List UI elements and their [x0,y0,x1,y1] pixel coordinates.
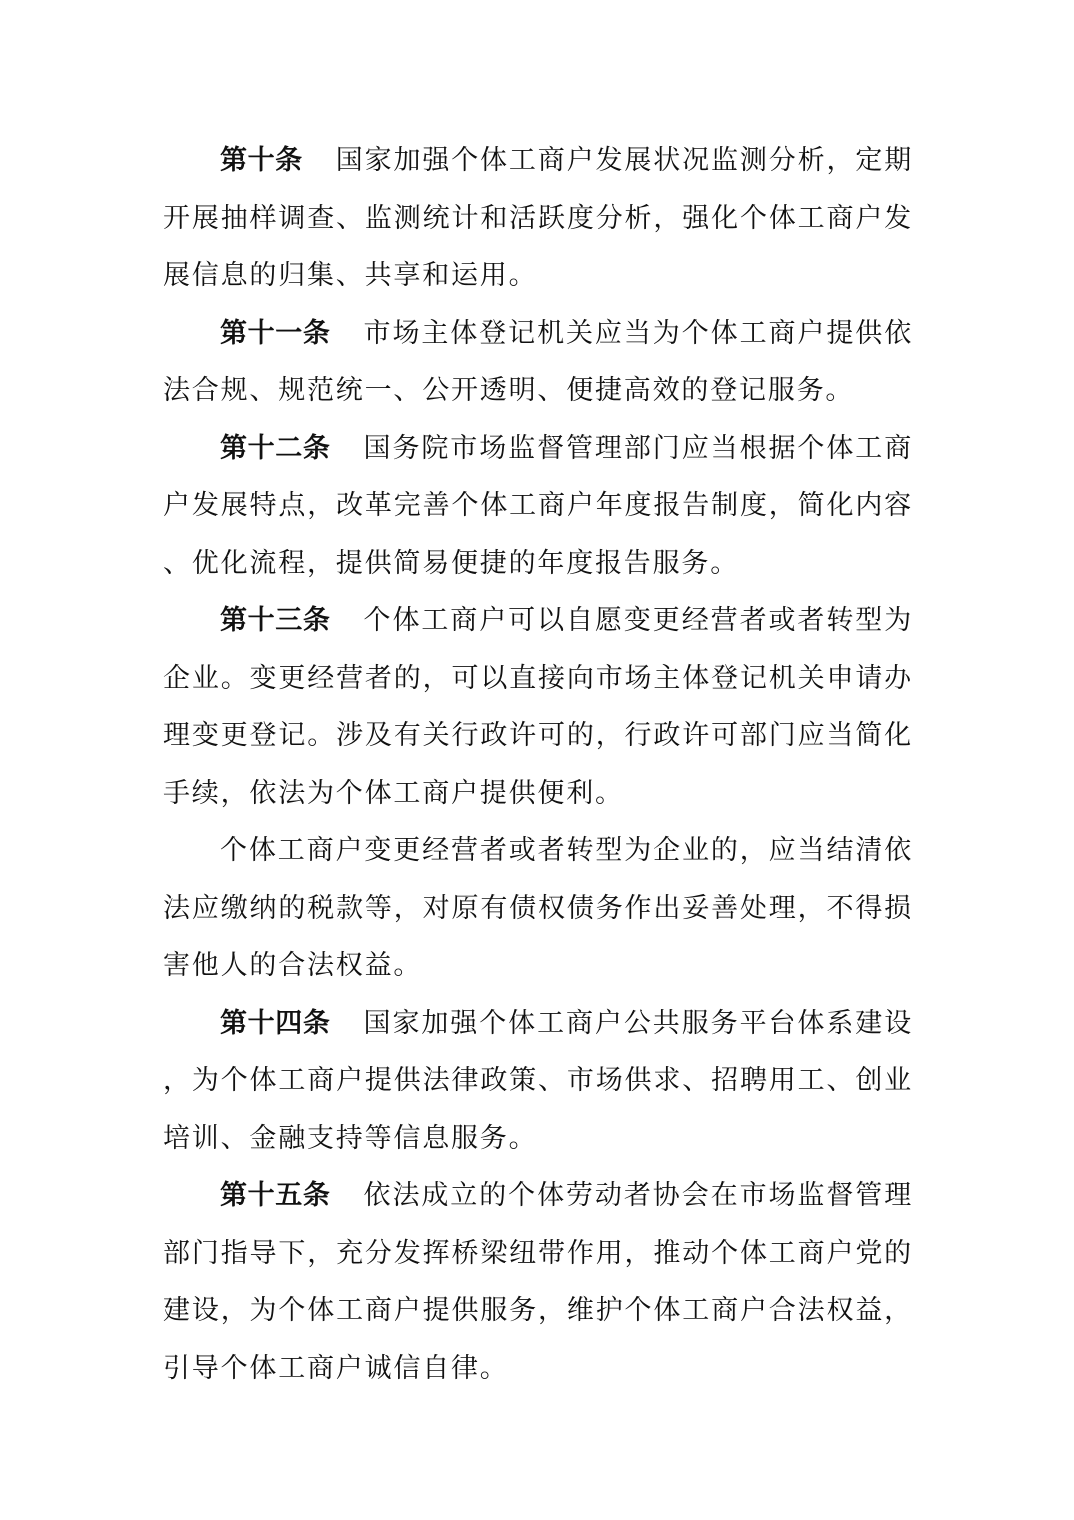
article-15 [163,1167,913,1397]
article-12 [163,420,913,593]
article-text: 个体工商户可以自愿变更经营者或者转型为企业。变更经营者的，可以直接向市场主体登记机关申请办理变更登记。涉及有关行政许可的，行政许可部门应当简化手续，依法为个体工商户提供便利。 [163,605,914,809]
article-number: 第十二条 [220,432,331,464]
article-number: 第十一条 [220,317,331,349]
article-number: 第十五条 [220,1180,331,1211]
article-number: 第十三条 [220,605,331,636]
article-number: 第十条 [220,145,303,176]
article-10 [163,132,913,305]
article-13-paragraph-2 [163,822,913,995]
article-text: 依法成立的个体劳动者协会在市场监督管理部门指导下，充分发挥桥梁纽带作用，推动个体工商户党的建设，为个体工商户提供服务，维护个体工商户合法权益，引导个体工商户诚信自律。 [163,1180,914,1384]
article-11 [163,305,913,420]
article-text: 国家加强个体工商户发展状况监测分析，定期开展抽样调查、监测统计和活跃度分析，强化个体工商户发展信息的归集、共享和运用。 [163,145,914,291]
article-text: 个体工商户变更经营者或者转型为企业的，应当结清依法应缴纳的税款等，对原有债权债务作出妥善处理，不得损害他人的合法权益。 [163,835,913,981]
article-13 [163,592,913,822]
document-page [163,132,913,1397]
article-14 [163,995,913,1168]
article-text: 国务院市场监督管理部门应当根据个体工商户发展特点，改革完善个体工商户年度报告制度，简化内容、优化流程，提供简易便捷的年度报告服务。 [163,432,914,579]
article-text: 市场主体登记机关应当为个体工商户提供依法合规、规范统一、公开透明、便捷高效的登记服务。 [163,317,914,406]
article-number: 第十四条 [220,1007,331,1039]
article-text: 国家加强个体工商户公共服务平台体系建设，为个体工商户提供法律政策、市场供求、招聘用工、创业培训、金融支持等信息服务。 [163,1007,914,1154]
